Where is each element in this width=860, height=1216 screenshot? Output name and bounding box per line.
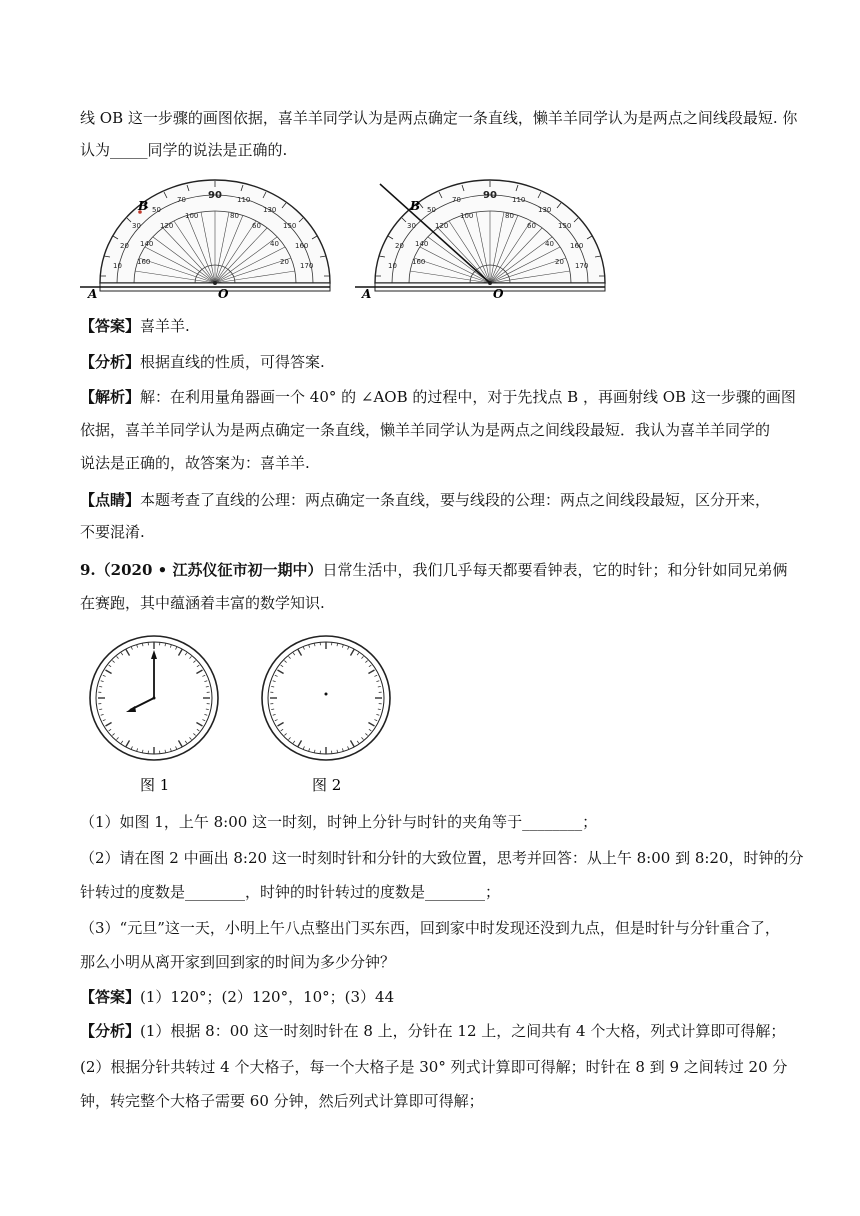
q9-number: 9. bbox=[80, 561, 96, 579]
q9-part2-line-1: （2）请在图 2 中画出 8:20 这一时刻时针和分针的大致位置，思考并回答：从上午 8:00 到 8:20，时钟的分 bbox=[80, 849, 804, 867]
q9-analysis-line-1 bbox=[80, 1021, 790, 1041]
q9-part3-line-1: （3）“元旦”这一天，小明上午八点整出门买东西，回到家中时发现还没到九点，但是时针与分针重合了， bbox=[80, 919, 780, 937]
left-label-O: O bbox=[218, 287, 229, 300]
q8-comment-line-1 bbox=[80, 490, 790, 510]
clock-1 bbox=[90, 636, 218, 760]
protractor-figures bbox=[80, 176, 620, 300]
q8-text-line-2: 认为_____同学的说法是正确的. bbox=[80, 141, 288, 159]
q9-answer-tag: 【答案】 bbox=[80, 988, 141, 1006]
q8-analysis bbox=[80, 352, 790, 372]
figure-1-label: 图 1 bbox=[140, 776, 170, 794]
left-label-B: B bbox=[138, 199, 149, 213]
comment-tag: 【点睛】 bbox=[80, 491, 141, 509]
q9-stem-line-2: 在赛跑，其中蕴涵着丰富的数学知识. bbox=[80, 594, 325, 612]
answer-tag: 【答案】 bbox=[80, 317, 141, 335]
answer-text: 喜羊羊. bbox=[140, 317, 190, 335]
q9-stem-1: 日常生活中，我们几乎每天都要看钟表，它的时针；和分针如同兄弟俩 bbox=[322, 561, 788, 579]
comment-text-1: 本题考查了直线的公理：两点确定一条直线，要与线段的公理：两点之间线段最短，区分开来， bbox=[140, 491, 771, 509]
q9-part2-line-2: 针转过的度数是________，时钟的时针转过的度数是________； bbox=[80, 883, 501, 901]
q8-solution-line-1 bbox=[80, 387, 796, 407]
right-label-A: A bbox=[362, 287, 372, 300]
q9-answer bbox=[80, 987, 790, 1007]
q8-text-line-1: 线 OB 这一步骤的画图依据，喜羊羊同学认为是两点确定一条直线，懒羊羊同学认为是两点之间线段最短. 你 bbox=[80, 109, 798, 127]
q9-analysis-text-1: (1）根据 8：00 这一时刻时针在 8 上，分针在 12 上，之间共有 4 个大格，列式计算即可得解； bbox=[140, 1022, 786, 1040]
q8-answer bbox=[80, 316, 790, 336]
right-label-O: O bbox=[493, 287, 504, 300]
q8-comment-line-2: 不要混淆. bbox=[80, 523, 145, 541]
figure-2-label: 图 2 bbox=[312, 776, 342, 794]
q9-part1: （1）如图 1，上午 8:00 这一时刻，时钟上分针与时针的夹角等于________； bbox=[80, 813, 598, 831]
left-label-A: A bbox=[88, 287, 98, 300]
q8-solution-line-3: 说法是正确的，故答案为：喜羊羊. bbox=[80, 454, 310, 472]
protractor-right bbox=[355, 180, 605, 291]
analysis-text: 根据直线的性质，可得答案. bbox=[140, 353, 325, 371]
q8-solution-line-2: 依据，喜羊羊同学认为是两点确定一条直线，懒羊羊同学认为是两点之间线段最短．我认为喜羊羊同学的 bbox=[80, 421, 771, 439]
q9-stem-line-1 bbox=[80, 560, 790, 580]
solution-tag: 【解析】 bbox=[80, 388, 141, 406]
clock-2 bbox=[262, 636, 390, 760]
q9-analysis-line-3: 钟，转完整个大格子需要 60 分钟，然后列式计算即可得解； bbox=[80, 1092, 484, 1110]
clock-figures bbox=[80, 628, 410, 800]
analysis-tag: 【分析】 bbox=[80, 353, 141, 371]
solution-text-1: 解：在利用量角器画一个 40° 的 ∠AOB 的过程中，对于先找点 B ，再画射线 OB 这一步骤的画图 bbox=[140, 388, 796, 406]
q9-analysis-tag: 【分析】 bbox=[80, 1022, 141, 1040]
q9-analysis-line-2: (2）根据分针共转过 4 个大格子，每一个大格子是 30° 列式计算即可得解；时针在 8 到 9 之间转过 20 分 bbox=[80, 1058, 788, 1076]
q9-part3-line-2: 那么小明从离开家到回到家的时间为多少分钟？ bbox=[80, 953, 396, 971]
q9-answer-text: (1）120°；(2）120°，10°；(3）44 bbox=[140, 988, 395, 1006]
right-label-B: B bbox=[410, 199, 421, 213]
q9-source: （2020 • 江苏仪征市初一期中） bbox=[95, 561, 323, 579]
protractor-left bbox=[80, 180, 330, 291]
